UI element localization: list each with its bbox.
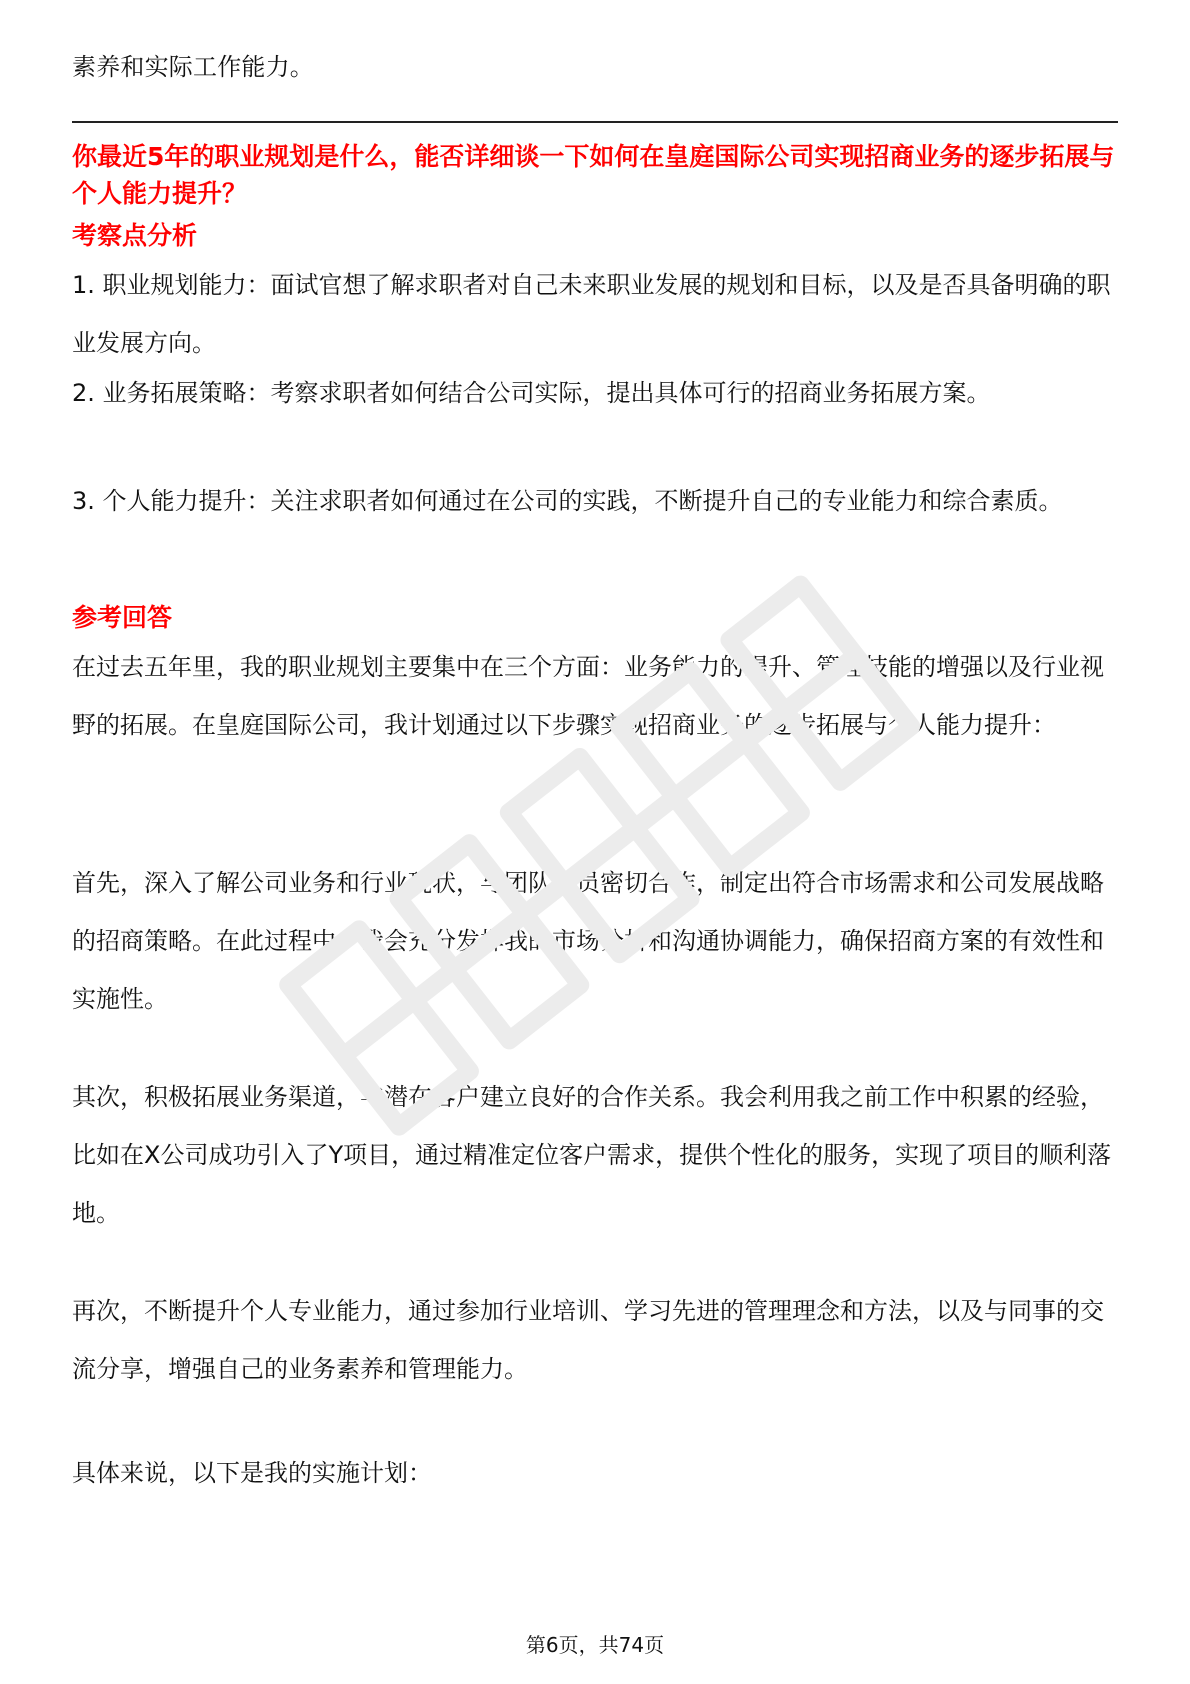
analysis-title: 考察点分析 — [72, 221, 198, 250]
divider — [72, 121, 1118, 123]
answer-paragraph-1: 在过去五年里，我的职业规划主要集中在三个方面：业务能力的提升、管理技能的增强以及行业视野的拓展。在皇庭国际公司，我计划通过以下步骤实现招商业务的逐步拓展与个人能力提升： — [72, 653, 1104, 739]
analysis-item-2: 2. 业务拓展策略：考察求职者如何结合公司实际，提出具体可行的招商业务拓展方案。 — [72, 379, 991, 407]
top-line: 素养和实际工作能力。 — [72, 53, 314, 81]
answer-title: 参考回答 — [72, 603, 173, 632]
answer-paragraph-4: 再次，不断提升个人专业能力，通过参加行业培训、学习先进的管理理念和方法，以及与同事的交流分享，增强自己的业务素养和管理能力。 — [72, 1297, 1104, 1383]
page-number: 第6页，共74页 — [525, 1633, 665, 1657]
question-heading: 你最近5年的职业规划是什么，能否详细谈一下如何在皇庭国际公司实现招商业务的逐步拓展与个人能力提升？ — [72, 142, 1115, 208]
analysis-item-3: 3. 个人能力提升：关注求职者如何通过在公司的实践，不断提升自己的专业能力和综合素质。 — [72, 487, 1063, 515]
answer-paragraph-5: 具体来说，以下是我的实施计划： — [72, 1459, 432, 1487]
answer-paragraph-3: 其次，积极拓展业务渠道，与潜在客户建立良好的合作关系。我会利用我之前工作中积累的经验，比如在X公司成功引入了Y项目，通过精准定位客户需求，提供个性化的服务，实现了项目的顺利落地。 — [72, 1083, 1112, 1227]
analysis-item-1: 1. 职业规划能力：面试官想了解求职者对自己未来职业发展的规划和目标，以及是否具备明确的职业发展方向。 — [72, 271, 1111, 357]
answer-paragraph-2: 首先，深入了解公司业务和行业现状，与团队成员密切合作，制定出符合市场需求和公司发展战略的招商策略。在此过程中，我会充分发挥我的市场分析和沟通协调能力，确保招商方案的有效性和实施性。 — [72, 869, 1104, 1013]
